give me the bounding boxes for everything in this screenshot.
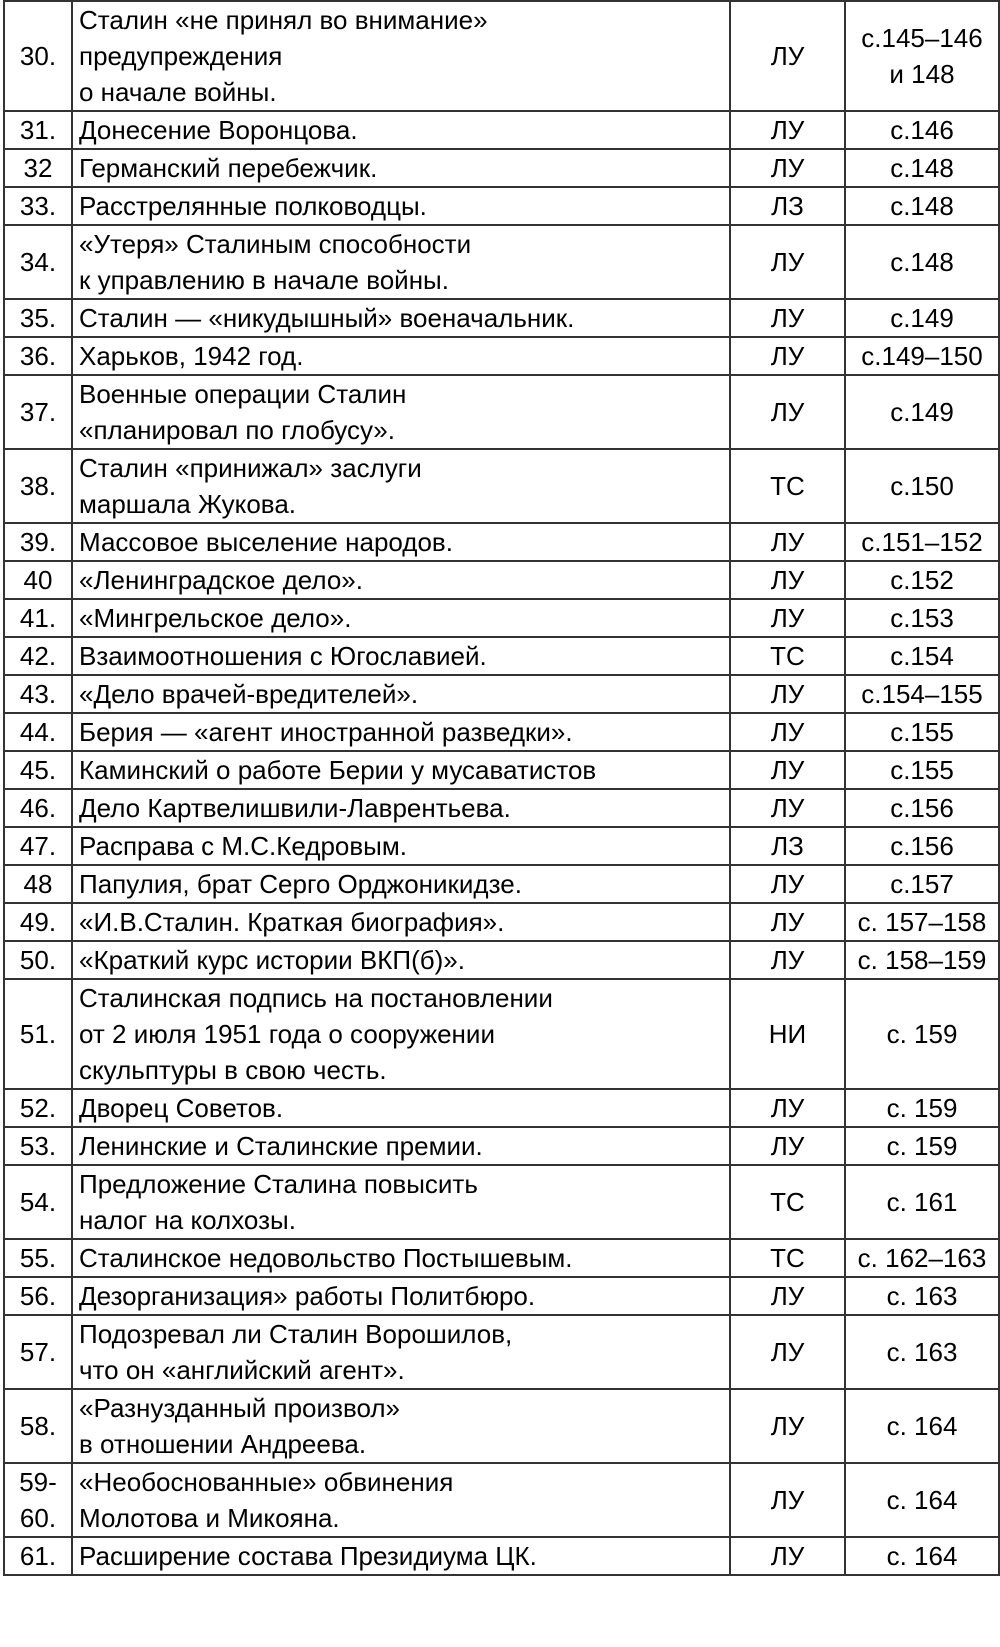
row-page-ref: с.150 <box>845 449 999 523</box>
row-page-ref: с. 161 <box>845 1165 999 1239</box>
row-verdict-code: ЛУ <box>730 561 845 599</box>
row-number: 59- 60. <box>4 1463 72 1537</box>
row-claim-text: Сталинская подпись на постановлении от 2 июля 1951 года о сооружении скульптуры в свою честь. <box>72 979 730 1089</box>
row-page-ref: с. 157–158 <box>845 903 999 941</box>
row-page-ref: с.155 <box>845 751 999 789</box>
row-claim-text: Донесение Воронцова. <box>72 111 730 149</box>
table-row <box>4 299 999 337</box>
table-row <box>4 865 999 903</box>
row-number: 36. <box>4 337 72 375</box>
row-verdict-code: ЛЗ <box>730 827 845 865</box>
row-claim-text: «Дело врачей-вредителей». <box>72 675 730 713</box>
row-claim-text: Подозревал ли Сталин Ворошилов, что он «английский агент». <box>72 1315 730 1389</box>
row-verdict-code: ЛУ <box>730 865 845 903</box>
row-verdict-code: ЛУ <box>730 523 845 561</box>
table-row <box>4 561 999 599</box>
row-verdict-code: ЛУ <box>730 375 845 449</box>
table-row <box>4 789 999 827</box>
row-page-ref: с. 162–163 <box>845 1239 999 1277</box>
row-number: 33. <box>4 187 72 225</box>
table-row <box>4 1127 999 1165</box>
row-verdict-code: ЛУ <box>730 1389 845 1463</box>
table-body <box>4 1 999 1575</box>
row-number: 42. <box>4 637 72 675</box>
table-row <box>4 337 999 375</box>
table-row <box>4 375 999 449</box>
row-number: 39. <box>4 523 72 561</box>
row-claim-text: Германский перебежчик. <box>72 149 730 187</box>
row-number: 56. <box>4 1277 72 1315</box>
row-number: 40 <box>4 561 72 599</box>
row-claim-text: Берия — «агент иностранной разведки». <box>72 713 730 751</box>
row-claim-text: «Утеря» Сталиным способности к управлению в начале войны. <box>72 225 730 299</box>
row-claim-text: Дело Картвелишвили-Лаврентьева. <box>72 789 730 827</box>
row-number: 61. <box>4 1537 72 1575</box>
row-page-ref: с.153 <box>845 599 999 637</box>
row-verdict-code: ЛУ <box>730 111 845 149</box>
row-verdict-code: ЛУ <box>730 1463 845 1537</box>
row-number: 51. <box>4 979 72 1089</box>
row-number: 43. <box>4 675 72 713</box>
row-verdict-code: ЛУ <box>730 751 845 789</box>
row-number: 44. <box>4 713 72 751</box>
row-page-ref: с. 159 <box>845 1127 999 1165</box>
table-row <box>4 675 999 713</box>
row-verdict-code: ТС <box>730 637 845 675</box>
row-number: 57. <box>4 1315 72 1389</box>
row-claim-text: «Краткий курс истории ВКП(б)». <box>72 941 730 979</box>
row-page-ref: с.156 <box>845 827 999 865</box>
row-claim-text: Сталин «не принял во внимание» предупреждения о начале войны. <box>72 1 730 111</box>
row-claim-text: Взаимоотношения с Югославией. <box>72 637 730 675</box>
row-number: 31. <box>4 111 72 149</box>
row-number: 50. <box>4 941 72 979</box>
table-row <box>4 1 999 111</box>
row-page-ref: с. 163 <box>845 1315 999 1389</box>
table-row <box>4 1537 999 1575</box>
row-verdict-code: ЛУ <box>730 1315 845 1389</box>
row-number: 35. <box>4 299 72 337</box>
row-claim-text: Каминский о работе Берии у мусаватистов <box>72 751 730 789</box>
row-number: 54. <box>4 1165 72 1239</box>
table-row <box>4 1089 999 1127</box>
row-claim-text: Сталин «принижал» заслуги маршала Жукова. <box>72 449 730 523</box>
table-row <box>4 187 999 225</box>
table-row <box>4 713 999 751</box>
table-row <box>4 1277 999 1315</box>
row-page-ref: с.148 <box>845 149 999 187</box>
row-number: 45. <box>4 751 72 789</box>
row-page-ref: с. 159 <box>845 1089 999 1127</box>
row-verdict-code: ЛУ <box>730 675 845 713</box>
row-verdict-code: ЛУ <box>730 225 845 299</box>
table-row <box>4 1165 999 1239</box>
row-claim-text: Расширение состава Президиума ЦК. <box>72 1537 730 1575</box>
row-page-ref: с.154–155 <box>845 675 999 713</box>
row-verdict-code: ТС <box>730 1165 845 1239</box>
row-verdict-code: ЛУ <box>730 1537 845 1575</box>
row-verdict-code: ЛУ <box>730 1127 845 1165</box>
row-verdict-code: ЛУ <box>730 1089 845 1127</box>
row-claim-text: Военные операции Сталин «планировал по глобусу». <box>72 375 730 449</box>
row-verdict-code: ЛУ <box>730 337 845 375</box>
row-verdict-code: НИ <box>730 979 845 1089</box>
row-claim-text: Сталинское недовольство Постышевым. <box>72 1239 730 1277</box>
row-page-ref: с. 163 <box>845 1277 999 1315</box>
table-row <box>4 1315 999 1389</box>
table-row <box>4 827 999 865</box>
row-number: 32 <box>4 149 72 187</box>
row-claim-text: Расстрелянные полководцы. <box>72 187 730 225</box>
row-claim-text: «Разнузданный произвол» в отношении Андреева. <box>72 1389 730 1463</box>
row-number: 58. <box>4 1389 72 1463</box>
row-verdict-code: ЛЗ <box>730 187 845 225</box>
row-number: 38. <box>4 449 72 523</box>
row-verdict-code: ЛУ <box>730 299 845 337</box>
table-row <box>4 225 999 299</box>
table-row <box>4 449 999 523</box>
row-verdict-code: ЛУ <box>730 903 845 941</box>
row-page-ref: с.156 <box>845 789 999 827</box>
table-row <box>4 599 999 637</box>
row-claim-text: Ленинские и Сталинские премии. <box>72 1127 730 1165</box>
row-verdict-code: ЛУ <box>730 149 845 187</box>
row-page-ref: с.148 <box>845 225 999 299</box>
row-claim-text: Предложение Сталина повысить налог на колхозы. <box>72 1165 730 1239</box>
claims-table <box>3 0 1000 1576</box>
row-page-ref: с.149 <box>845 375 999 449</box>
row-page-ref: с.146 <box>845 111 999 149</box>
table-row <box>4 149 999 187</box>
table-row <box>4 1239 999 1277</box>
row-number: 55. <box>4 1239 72 1277</box>
row-page-ref: с.148 <box>845 187 999 225</box>
row-number: 53. <box>4 1127 72 1165</box>
row-claim-text: Дворец Советов. <box>72 1089 730 1127</box>
row-page-ref: с.154 <box>845 637 999 675</box>
table-row <box>4 111 999 149</box>
row-page-ref: с.149–150 <box>845 337 999 375</box>
row-verdict-code: ЛУ <box>730 713 845 751</box>
row-page-ref: с. 164 <box>845 1463 999 1537</box>
row-page-ref: с.149 <box>845 299 999 337</box>
row-page-ref: с.157 <box>845 865 999 903</box>
row-claim-text: «Мингрельское дело». <box>72 599 730 637</box>
table-row <box>4 751 999 789</box>
row-verdict-code: ЛУ <box>730 1 845 111</box>
row-number: 48 <box>4 865 72 903</box>
row-page-ref: с.151–152 <box>845 523 999 561</box>
row-number: 30. <box>4 1 72 111</box>
row-number: 41. <box>4 599 72 637</box>
row-verdict-code: ЛУ <box>730 941 845 979</box>
row-page-ref: с. 159 <box>845 979 999 1089</box>
row-number: 47. <box>4 827 72 865</box>
row-page-ref: с. 164 <box>845 1389 999 1463</box>
row-claim-text: «Необоснованные» обвинения Молотова и Микояна. <box>72 1463 730 1537</box>
table-row <box>4 523 999 561</box>
row-page-ref: с. 158–159 <box>845 941 999 979</box>
table-row <box>4 979 999 1089</box>
table-row <box>4 1463 999 1537</box>
table-row <box>4 903 999 941</box>
row-page-ref: с.155 <box>845 713 999 751</box>
row-claim-text: Папулия, брат Серго Орджоникидзе. <box>72 865 730 903</box>
row-page-ref: с.145–146 и 148 <box>845 1 999 111</box>
row-claim-text: «Ленинградское дело». <box>72 561 730 599</box>
row-claim-text: Дезорганизация» работы Политбюро. <box>72 1277 730 1315</box>
table-row <box>4 637 999 675</box>
row-number: 46. <box>4 789 72 827</box>
row-verdict-code: ЛУ <box>730 789 845 827</box>
row-claim-text: «И.В.Сталин. Краткая биография». <box>72 903 730 941</box>
row-page-ref: с.152 <box>845 561 999 599</box>
row-number: 34. <box>4 225 72 299</box>
table-row <box>4 1389 999 1463</box>
row-claim-text: Массовое выселение народов. <box>72 523 730 561</box>
row-verdict-code: ЛУ <box>730 599 845 637</box>
row-number: 49. <box>4 903 72 941</box>
row-claim-text: Расправа с М.С.Кедровым. <box>72 827 730 865</box>
table-row <box>4 941 999 979</box>
row-verdict-code: ТС <box>730 1239 845 1277</box>
row-verdict-code: ТС <box>730 449 845 523</box>
row-page-ref: с. 164 <box>845 1537 999 1575</box>
row-number: 37. <box>4 375 72 449</box>
row-number: 52. <box>4 1089 72 1127</box>
row-claim-text: Сталин — «никудышный» военачальник. <box>72 299 730 337</box>
row-verdict-code: ЛУ <box>730 1277 845 1315</box>
row-claim-text: Харьков, 1942 год. <box>72 337 730 375</box>
